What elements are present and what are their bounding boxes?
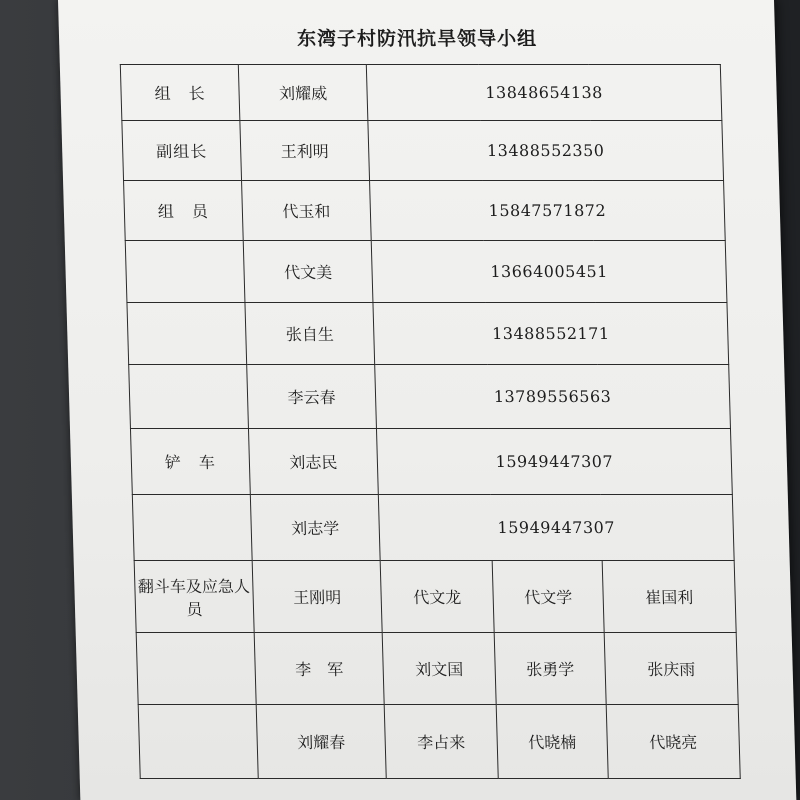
person-name: 李占来 [384,705,498,779]
person-name: 代文美 [243,241,373,303]
phone-number: 13848654138 [366,65,722,121]
table-row [124,181,726,241]
phone-number: 13488552171 [373,303,729,365]
person-name: 刘耀威 [238,65,368,121]
role-empty [132,495,252,561]
document-title: 东湾子村防汛抗旱领导小组 [296,28,538,50]
phone-number: 13488552350 [368,121,724,181]
table-row [134,561,736,633]
role-empty [129,365,249,429]
role-deputy: 副组长 [122,121,242,181]
person-name: 刘志学 [250,495,380,561]
table-row [120,65,722,121]
table-row [125,241,727,303]
role-leader: 组 长 [120,65,240,121]
phone-number: 15847571872 [370,181,726,241]
person-name: 张庆雨 [604,633,738,705]
role-empty [125,241,245,303]
table-row [136,633,738,705]
role-member: 组 员 [124,181,244,241]
role-empty [138,705,258,779]
table-row [122,121,724,181]
person-name: 刘文国 [382,633,496,705]
person-name: 刘志民 [248,429,378,495]
person-name: 张勇学 [494,633,606,705]
role-shovel: 铲 车 [130,429,250,495]
phone-number: 13664005451 [371,241,727,303]
person-name: 代晓楠 [496,705,608,779]
phone-number: 15949447307 [378,495,734,561]
phone-number: 15949447307 [376,429,732,495]
table-row [132,495,734,561]
table-row [130,429,732,495]
role-empty [127,303,247,365]
table-row [127,303,729,365]
person-name: 刘耀春 [256,705,386,779]
phone-number: 13789556563 [375,365,731,429]
table-row [129,365,731,429]
person-name: 李云春 [247,365,377,429]
person-name: 王利明 [240,121,370,181]
paper-sheet [58,0,796,800]
person-name: 张自生 [245,303,375,365]
table-row [138,705,740,779]
person-name: 李 军 [254,633,384,705]
role-empty [136,633,256,705]
person-name: 王刚明 [252,561,382,633]
person-name: 代文龙 [380,561,494,633]
role-dump-truck: 翻斗车及应急人员 [134,561,254,633]
roster-table [120,64,741,779]
person-name: 代文学 [492,561,604,633]
person-name: 崔国利 [602,561,736,633]
person-name: 代玉和 [242,181,372,241]
person-name: 代晓亮 [606,705,740,779]
